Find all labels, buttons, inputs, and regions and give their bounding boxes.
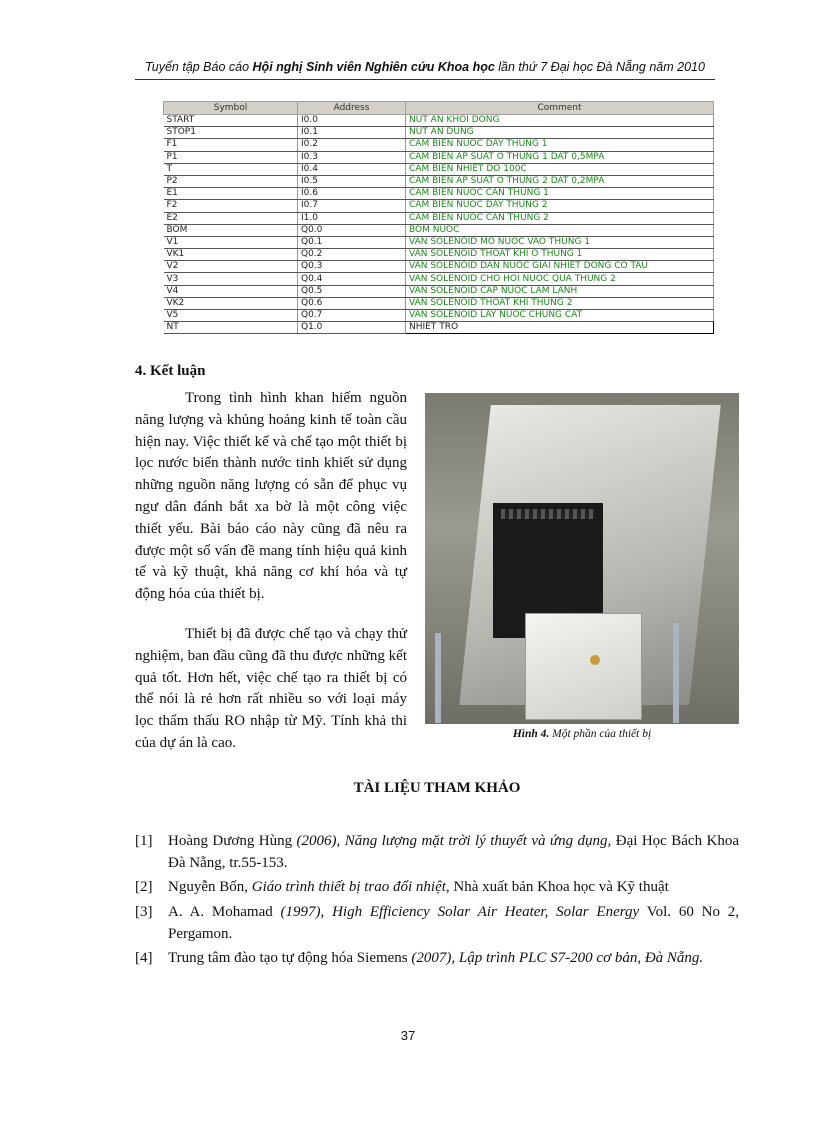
- section-title: 4. Kết luận: [135, 363, 206, 379]
- address-cell[interactable]: Q1.0: [298, 322, 406, 334]
- address-cell[interactable]: Q0.6: [298, 297, 406, 309]
- address-cell[interactable]: I1.0: [298, 212, 406, 224]
- conclusion-paragraph-1: Trong tình hình khan hiếm nguồn năng lượng và khủng hoảng kinh tế toàn cầu hiện nay. Việc thiết kế và chế tạo một thiết bị lọc nước biển thành nước tinh khiết sử dụng những nguồn năng lượng có sẵn để phục vụ ngư dân đánh bắt xa bờ là một công việc thiết yếu. Bài báo cáo này cũng đã nêu ra được một số vấn đề mang tính hiệu quả kinh tế và kỹ thuật, khả năng cơ khí hóa và tự động hóa của thiết bị.: [135, 390, 407, 603]
- address-cell[interactable]: I0.2: [298, 139, 406, 151]
- symbol-cell[interactable]: E2: [164, 212, 298, 224]
- symbol-cell[interactable]: F1: [164, 139, 298, 151]
- reference-year: (2006): [296, 833, 337, 849]
- reference-number: [2]: [135, 879, 153, 895]
- reference-number: [3]: [135, 904, 153, 920]
- symbol-cell[interactable]: STOP1: [164, 127, 298, 139]
- symbol-cell[interactable]: V2: [164, 261, 298, 273]
- table-row[interactable]: [164, 212, 714, 224]
- table-row[interactable]: [164, 310, 714, 322]
- running-header: [135, 60, 715, 74]
- comment-cell[interactable]: VAN SOLENOID CAP NUOC LAM LANH: [406, 285, 714, 297]
- symbol-cell[interactable]: P2: [164, 175, 298, 187]
- address-cell[interactable]: I0.4: [298, 163, 406, 175]
- reference-author: Nguyễn Bốn,: [168, 879, 252, 895]
- symbol-cell[interactable]: V3: [164, 273, 298, 285]
- table-row[interactable]: [164, 261, 714, 273]
- comment-cell[interactable]: CAM BIEN AP SUAT O THUNG 2 DAT 0,2MPA: [406, 175, 714, 187]
- table-row[interactable]: [164, 285, 714, 297]
- comment-cell[interactable]: VAN SOLENOID LAY NUOC CHUNG CAT: [406, 310, 714, 322]
- reference-title: Giáo trình thiết bị trao đổi nhiệt,: [251, 879, 450, 895]
- figure-caption: [425, 728, 739, 740]
- symbol-cell[interactable]: V4: [164, 285, 298, 297]
- comment-cell[interactable]: VAN SOLENOID THOAT KHI THUNG 2: [406, 297, 714, 309]
- conclusion-paragraph-2: Thiết bị đã được chế tạo và chạy thử nghiệm, ban đầu cũng đã thu được những kết quả tốt. Hơn hết, việc chế tạo ra thiết bị có thể nói là rẻ hơn rất nhiều so với loại máy lọc thẩm thấu RO nhập từ Mỹ. Tính khả thi của dự án là cao.: [135, 626, 407, 751]
- address-cell[interactable]: I0.3: [298, 151, 406, 163]
- header-conference-name: Hội nghị Sinh viên Nghiên cứu Khoa học: [252, 60, 495, 74]
- comment-cell[interactable]: CAM BIEN NUOC CAN THUNG 2: [406, 212, 714, 224]
- figure-label: Hình 4.: [512, 728, 550, 740]
- address-cell[interactable]: Q0.5: [298, 285, 406, 297]
- address-cell[interactable]: I0.5: [298, 175, 406, 187]
- reference-item: [135, 876, 739, 898]
- table-body: [164, 115, 714, 334]
- table-row[interactable]: [164, 151, 714, 163]
- address-cell[interactable]: Q0.1: [298, 236, 406, 248]
- comment-cell[interactable]: CAM BIEN NUOC DAY THUNG 2: [406, 200, 714, 212]
- table-row[interactable]: [164, 273, 714, 285]
- table-row[interactable]: [164, 127, 714, 139]
- column-header-symbol[interactable]: Symbol: [164, 102, 298, 115]
- symbol-cell[interactable]: E1: [164, 188, 298, 200]
- table-row[interactable]: [164, 163, 714, 175]
- table-row[interactable]: [164, 115, 714, 127]
- symbol-cell[interactable]: T: [164, 163, 298, 175]
- figure-caption-text: Một phần của thiết bị: [549, 728, 652, 740]
- comment-cell[interactable]: BOM NUOC: [406, 224, 714, 236]
- reference-publisher: Vol. 60 No 2, Pergamon.: [168, 904, 739, 942]
- pipe: [435, 633, 441, 723]
- table-row[interactable]: [164, 188, 714, 200]
- symbol-cell[interactable]: BOM: [164, 224, 298, 236]
- table-row[interactable]: [164, 139, 714, 151]
- references-title: TÀI LIỆU THAM KHẢO: [353, 780, 521, 796]
- address-cell[interactable]: Q0.7: [298, 310, 406, 322]
- symbol-cell[interactable]: P1: [164, 151, 298, 163]
- address-cell[interactable]: Q0.4: [298, 273, 406, 285]
- control-box: [525, 613, 642, 720]
- address-cell[interactable]: I0.0: [298, 115, 406, 127]
- reference-author: Hoàng Dương Hùng: [168, 833, 297, 849]
- reference-title: (2007), Lập trình PLC S7-200 cơ bản, Đà Nẵng.: [411, 950, 704, 966]
- address-cell[interactable]: I0.6: [298, 188, 406, 200]
- address-cell[interactable]: Q0.0: [298, 224, 406, 236]
- symbol-cell[interactable]: VK1: [164, 249, 298, 261]
- symbol-cell[interactable]: F2: [164, 200, 298, 212]
- table-row[interactable]: [164, 249, 714, 261]
- table-row[interactable]: [164, 297, 714, 309]
- reference-number: [4]: [135, 950, 153, 966]
- reference-number: [1]: [135, 833, 153, 849]
- column-header-comment[interactable]: Comment: [406, 102, 714, 115]
- header-prefix: Tuyển tập Báo cáo: [145, 60, 253, 74]
- reference-publisher: Nhà xuất bản Khoa học và Kỹ thuật: [449, 879, 669, 895]
- column-header-address[interactable]: Address: [298, 102, 406, 115]
- comment-cell[interactable]: VAN SOLENOID DAN NUOC GIAI NHIET DONG CO TAU: [406, 261, 714, 273]
- symbol-cell[interactable]: START: [164, 115, 298, 127]
- comment-cell[interactable]: VAN SOLENOID MO NUOC VAO THUNG 1: [406, 236, 714, 248]
- comment-cell[interactable]: CAM BIEN NUOC CAN THUNG 1: [406, 188, 714, 200]
- reference-title: , Năng lượng mặt trời lý thuyết và ứng dụng,: [336, 833, 612, 849]
- comment-cell[interactable]: VAN SOLENOID CHO HOI NUOC QUA THUNG 2: [406, 273, 714, 285]
- header-suffix: lần thứ 7 Đại học Đà Nẵng năm 2010: [494, 60, 705, 74]
- plc-symbol-table: [163, 101, 714, 334]
- reference-author: A. A. Mohamad: [168, 904, 281, 920]
- symbol-cell[interactable]: NT: [164, 322, 298, 334]
- table-row[interactable]: [164, 322, 714, 334]
- address-cell[interactable]: I0.1: [298, 127, 406, 139]
- address-cell[interactable]: I0.7: [298, 200, 406, 212]
- symbol-cell[interactable]: V1: [164, 236, 298, 248]
- comment-cell[interactable]: CAM BIEN NUOC DAY THUNG 1: [406, 139, 714, 151]
- comment-cell[interactable]: CAM BIEN NHIET DO 100C: [406, 163, 714, 175]
- device-photo: [425, 393, 739, 724]
- header-rule: [135, 79, 715, 80]
- reference-item: [135, 947, 739, 969]
- comment-cell[interactable]: VAN SOLENOID THOAT KHI O THUNG 1: [406, 249, 714, 261]
- address-cell[interactable]: Q0.3: [298, 261, 406, 273]
- address-cell[interactable]: Q0.2: [298, 249, 406, 261]
- valve-knob: [590, 655, 600, 665]
- table-row[interactable]: [164, 175, 714, 187]
- table-row[interactable]: [164, 200, 714, 212]
- comment-cell[interactable]: NHIET TRO: [406, 322, 714, 334]
- symbol-cell[interactable]: V5: [164, 310, 298, 322]
- table-row[interactable]: [164, 236, 714, 248]
- reference-item: [135, 830, 739, 874]
- table-row[interactable]: [164, 224, 714, 236]
- table-header-row: [164, 102, 714, 115]
- page-number: 37: [400, 1028, 416, 1043]
- reference-publisher: Đại Học Bách Khoa Đà Nẵng, tr.55-153.: [168, 833, 739, 871]
- reference-item: [135, 901, 739, 945]
- comment-cell[interactable]: CAM BIEN AP SUAT O THUNG 1 DAT 0,5MPA: [406, 151, 714, 163]
- symbol-cell[interactable]: VK2: [164, 297, 298, 309]
- reference-title: (1997), High Efficiency Solar Air Heater, Solar Energy: [280, 904, 640, 920]
- comment-cell[interactable]: NUT AN KHOI DONG: [406, 115, 714, 127]
- comment-cell[interactable]: NUT AN DUNG: [406, 127, 714, 139]
- reference-author: Trung tâm đào tạo tự động hóa Siemens: [168, 950, 412, 966]
- pipe: [673, 623, 679, 723]
